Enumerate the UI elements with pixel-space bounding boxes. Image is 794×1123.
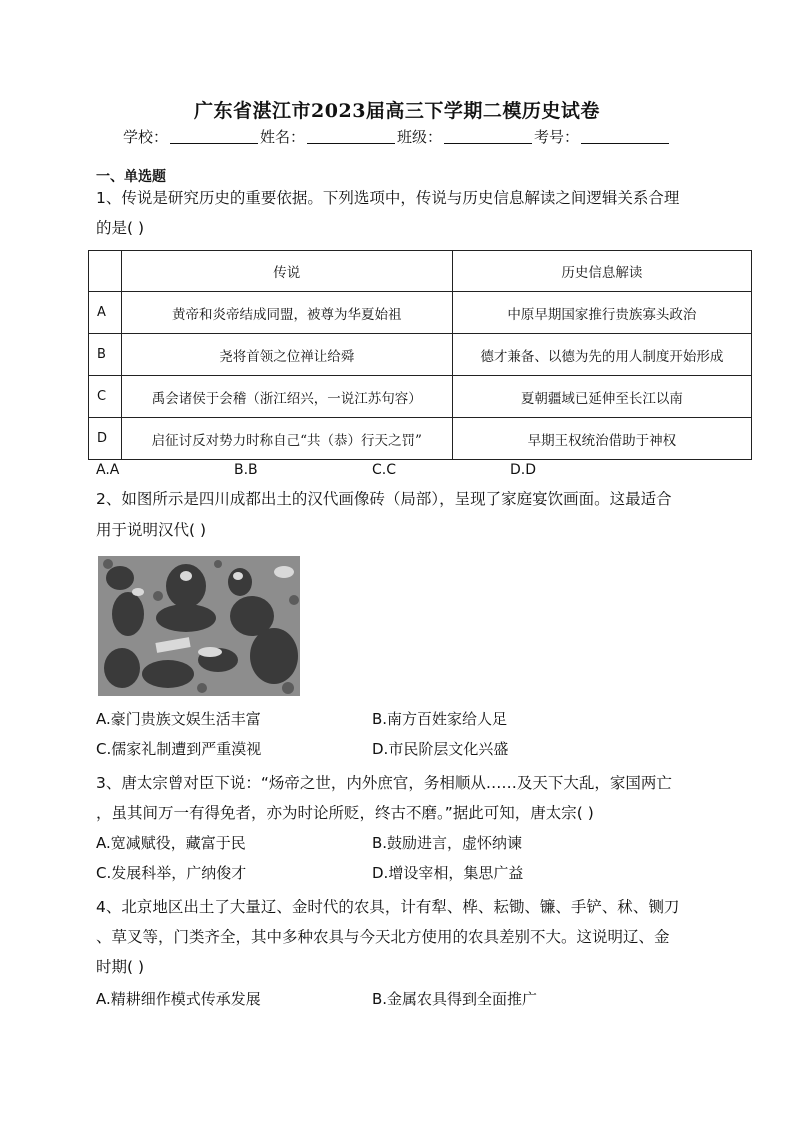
q3-option-a[interactable]: A.宽减赋役，藏富于民 — [96, 834, 246, 852]
row-legend: 禹会诸侯于会稽（浙江绍兴，一说江苏句容） — [121, 376, 452, 418]
q2-option-d[interactable]: D.市民阶层文化兴盛 — [372, 740, 509, 758]
q4-stem-line3: 时期( ) — [96, 958, 145, 976]
q1-table — [88, 250, 752, 460]
school-label: 学校： — [122, 128, 168, 146]
q2-stem-line2: 用于说明汉代( ) — [96, 521, 207, 539]
q2-option-b[interactable]: B.南方百姓家给人足 — [372, 710, 508, 728]
row-interpretation: 早期王权统治借助于神权 — [452, 418, 751, 460]
table-row — [89, 376, 752, 418]
han-banquet-relief-image — [98, 556, 300, 696]
row-legend: 黄帝和炎帝结成同盟，被尊为华夏始祖 — [121, 292, 452, 334]
row-label: A — [89, 292, 122, 334]
q3-stem-line1: 3、唐太宗曾对臣下说：“炀帝之世，内外庶官，务相顺从……及天下大乱，家国两亡 — [96, 774, 672, 792]
q3-stem-line2: ，虽其间万一有得免者，亦为时论所贬，终古不磨。”据此可知，唐太宗( ) — [96, 804, 594, 822]
header-legend: 传说 — [121, 251, 452, 292]
row-label: C — [89, 376, 122, 418]
q2-stem-line1: 2、如图所示是四川成都出土的汉代画像砖（局部），呈现了家庭宴饮画面。这最适合 — [96, 490, 672, 508]
row-label: B — [89, 334, 122, 376]
exam-number-blank — [581, 128, 669, 144]
q3-option-c[interactable]: C.发展科举，广纳俊才 — [96, 864, 247, 882]
q2-option-c[interactable]: C.儒家礼制遭到严重漠视 — [96, 740, 262, 758]
q1-option-d[interactable]: D.D — [510, 462, 537, 478]
student-info-line — [0, 126, 794, 147]
school-blank — [170, 128, 258, 144]
q4-option-a[interactable]: A.精耕细作模式传承发展 — [96, 990, 261, 1008]
table-row — [89, 292, 752, 334]
q4-stem-line1: 4、北京地区出土了大量辽、金时代的农具，计有犁、桦、耘锄、镰、手铲、秫、铡刀 — [96, 898, 680, 916]
q1-option-b[interactable]: B.B — [234, 462, 258, 478]
class-label: 班级： — [397, 128, 443, 146]
row-legend: 启征讨反对势力时称自己“共（恭）行天之罚” — [121, 418, 452, 460]
row-label: D — [89, 418, 122, 460]
class-blank — [444, 128, 532, 144]
row-interpretation: 夏朝疆域已延伸至长江以南 — [452, 376, 751, 418]
q3-option-d[interactable]: D.增设宰相，集思广益 — [372, 864, 524, 882]
row-interpretation: 德才兼备、以德为先的用人制度开始形成 — [452, 334, 751, 376]
q1-option-a[interactable]: A.A — [96, 462, 120, 478]
name-blank — [307, 128, 395, 144]
q4-option-b[interactable]: B.金属农具得到全面推广 — [372, 990, 538, 1008]
exam-title: 广东省湛江市2023届高三下学期二模历史试卷 — [194, 100, 600, 122]
row-interpretation: 中原早期国家推行贵族寡头政治 — [452, 292, 751, 334]
exam-number-label: 考号： — [534, 128, 580, 146]
table-row — [89, 334, 752, 376]
header-interpretation: 历史信息解读 — [452, 251, 751, 292]
table-header-row — [89, 251, 752, 292]
q1-stem-line1: 1、传说是研究历史的重要依据。下列选项中，传说与历史信息解读之间逻辑关系合理 — [96, 189, 680, 207]
row-legend: 尧将首领之位禅让给舜 — [121, 334, 452, 376]
name-label: 姓名： — [259, 128, 305, 146]
table-row — [89, 418, 752, 460]
q2-option-a[interactable]: A.豪门贵族文娱生活丰富 — [96, 710, 261, 728]
q3-option-b[interactable]: B.鼓励进言，虚怀纳谏 — [372, 834, 523, 852]
q1-stem-line2: 的是( ) — [96, 219, 145, 237]
section-title: 一、单选题 — [96, 169, 166, 185]
q1-option-c[interactable]: C.C — [372, 462, 397, 478]
table-corner-cell — [89, 251, 122, 292]
q4-stem-line2: 、草叉等，门类齐全，其中多种农具与今天北方使用的农具差别不大。这说明辽、金 — [96, 928, 670, 946]
